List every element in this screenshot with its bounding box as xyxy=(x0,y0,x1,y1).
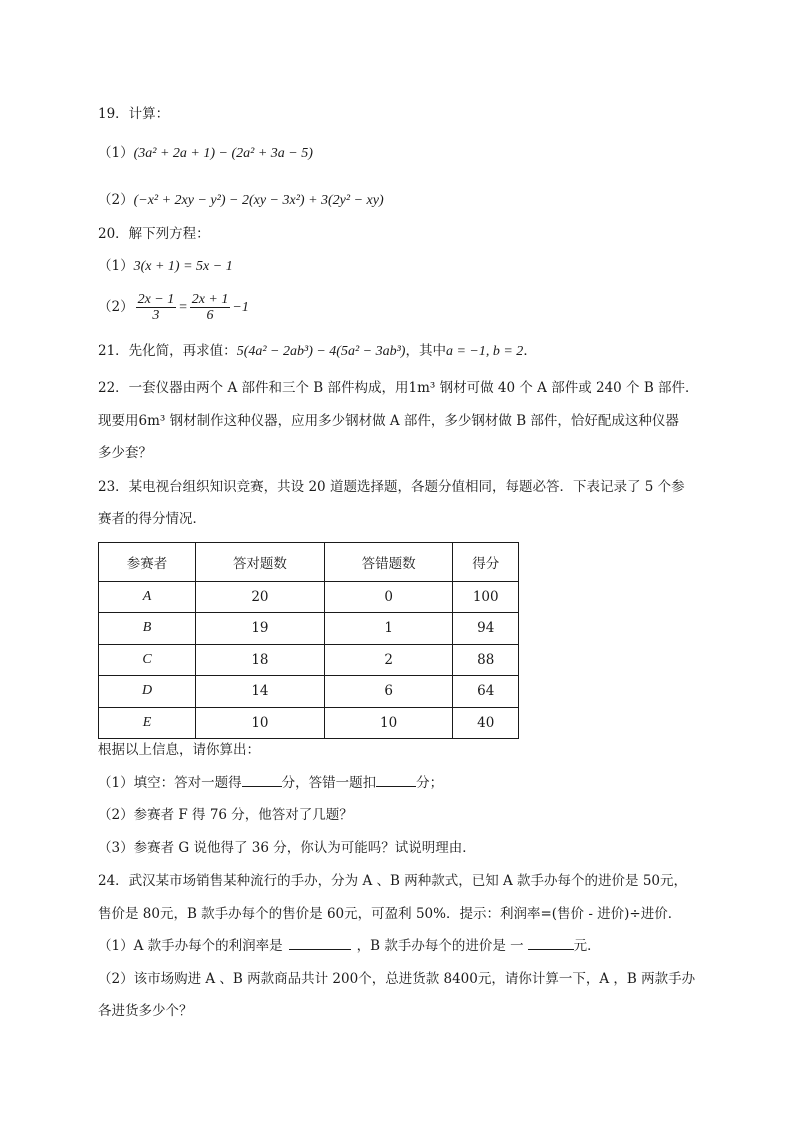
q23-part1 xyxy=(98,773,443,793)
cell-wrong: 10 xyxy=(324,707,453,738)
q21 xyxy=(98,341,537,362)
cell-contestant: D xyxy=(99,676,196,707)
q22-line3: 多少套？ xyxy=(98,445,152,461)
q24-part1 xyxy=(98,936,601,956)
q20-rhs-numerator: 2x + 1 xyxy=(191,292,229,307)
q22-line2: 现要用6m³ 钢材制作这种仪器，应用多少钢材做 A 部件，多少钢材做 B 部件，恰好配成这种仪器 xyxy=(98,413,679,429)
q23-after: 根据以上信息，请你算出： xyxy=(98,742,260,758)
q21-middle: ，其中 xyxy=(405,343,446,359)
q20-part2 xyxy=(98,287,249,328)
q24-part2-line1: （2）该市场购进 A 、B 两款商品共计 200个，总进货款 8400元，请你计算一下，A ，B 两款手办 xyxy=(98,971,696,987)
answer-blank[interactable] xyxy=(289,941,351,950)
answer-blank[interactable] xyxy=(528,937,574,950)
table-row xyxy=(99,644,519,675)
cell-score: 88 xyxy=(453,644,519,675)
q19-part1-expression: (3a² + 2a + 1) − (2a² + 3a − 5) xyxy=(133,146,313,161)
answer-blank[interactable] xyxy=(242,774,282,787)
q21-end: ． xyxy=(523,343,537,359)
q24-line1: 24．武汉某市场销售某种流行的手办，分为 A 、B 两种款式，已知 A 款手办每个的进价是 50元， xyxy=(98,873,688,889)
q24-part2-line2: 各进货多少个？ xyxy=(98,1003,193,1019)
cell-score: 94 xyxy=(453,613,519,644)
q23-part1-c: 分； xyxy=(416,775,444,791)
q20-part2-label: （2） xyxy=(98,299,134,315)
table-header-row xyxy=(99,543,519,582)
q23-part1-b: 分，答错一题扣 xyxy=(281,775,377,791)
table-row xyxy=(99,676,519,707)
answer-blank[interactable] xyxy=(376,774,416,787)
q21-condition: a = −1, b = 2 xyxy=(445,344,524,359)
q20-rhs-fraction xyxy=(190,292,231,323)
cell-correct: 20 xyxy=(196,581,325,612)
cell-wrong: 2 xyxy=(324,644,453,675)
q23-part1-a: （1）填空：答对一题得 xyxy=(98,775,242,791)
header-wrong: 答错题数 xyxy=(324,543,453,582)
header-correct: 答对题数 xyxy=(196,543,325,582)
table-row xyxy=(99,707,519,738)
q20-lhs-numerator: 2x − 1 xyxy=(137,292,175,307)
cell-score: 40 xyxy=(453,707,519,738)
cell-wrong: 1 xyxy=(324,613,453,644)
q21-prefix: 21．先化简，再求值： xyxy=(98,343,237,359)
q19-part2 xyxy=(98,190,384,211)
q23-part2: （2）参赛者 F 得 76 分，他答对了几题？ xyxy=(98,807,353,823)
q19-part2-label: （2） xyxy=(98,192,134,208)
q23-part3: （3）参赛者 G 说他得了 36 分，你认为可能吗？试说明理由． xyxy=(98,840,476,856)
table-row xyxy=(99,613,519,644)
header-score: 得分 xyxy=(453,543,519,582)
q20-tail: −1 xyxy=(232,300,249,315)
q19-title: 19．计算： xyxy=(98,106,170,122)
q20-lhs-denominator: 3 xyxy=(152,308,160,323)
q23-line2: 赛者的得分情况． xyxy=(98,511,206,527)
cell-contestant: B xyxy=(99,613,196,644)
q24-part1-a: （1）A 款手办每个的利润率是 xyxy=(98,938,283,954)
q19-part2-expression: (−x² + 2xy − y²) − 2(xy − 3x²) + 3(2y² − xy) xyxy=(133,193,384,208)
q22-line1: 22．一套仪器由两个 A 部件和三个 B 部件构成，用1m³ 钢材可做 40 个 A 部件或 240 个 B 部件． xyxy=(98,380,699,396)
q20-part1-equation: 3(x + 1) = 5x − 1 xyxy=(133,259,233,274)
q24-part1-c: 元． xyxy=(573,938,601,954)
cell-wrong: 6 xyxy=(324,676,453,707)
cell-contestant: A xyxy=(99,581,196,612)
q24-line2: 售价是 80元，B 款手办每个的售价是 60元，可盈利 50%．提示：利润率=(售价 - 进价)÷进价． xyxy=(98,906,682,922)
cell-score: 100 xyxy=(453,581,519,612)
cell-correct: 19 xyxy=(196,613,325,644)
q19-part1-label: （1） xyxy=(98,145,134,161)
q20-title: 20．解下列方程： xyxy=(98,226,210,242)
q20-lhs-fraction xyxy=(136,292,177,323)
q23-line1: 23．某电视台组织知识竞赛，共设 20 道题选择题，各题分值相同，每题必答．下表记录了 5 个参 xyxy=(98,479,685,495)
q19-part1 xyxy=(98,143,313,164)
cell-correct: 14 xyxy=(196,676,325,707)
table-row xyxy=(99,581,519,612)
q20-rhs-denominator: 6 xyxy=(206,308,214,323)
cell-score: 64 xyxy=(453,676,519,707)
q20-equals: = xyxy=(178,300,188,315)
cell-contestant: C xyxy=(99,644,196,675)
score-table xyxy=(98,542,519,739)
cell-correct: 18 xyxy=(196,644,325,675)
cell-correct: 10 xyxy=(196,707,325,738)
header-contestant: 参赛者 xyxy=(99,543,196,582)
q21-expression: 5(4a² − 2ab³) − 4(5a² − 3ab³) xyxy=(236,344,406,359)
cell-wrong: 0 xyxy=(324,581,453,612)
q24-part1-b: ，B 款手办每个的进价是 一 xyxy=(356,938,524,954)
q20-part1 xyxy=(98,256,233,277)
q20-part1-label: （1） xyxy=(98,258,134,274)
cell-contestant: E xyxy=(99,707,196,738)
